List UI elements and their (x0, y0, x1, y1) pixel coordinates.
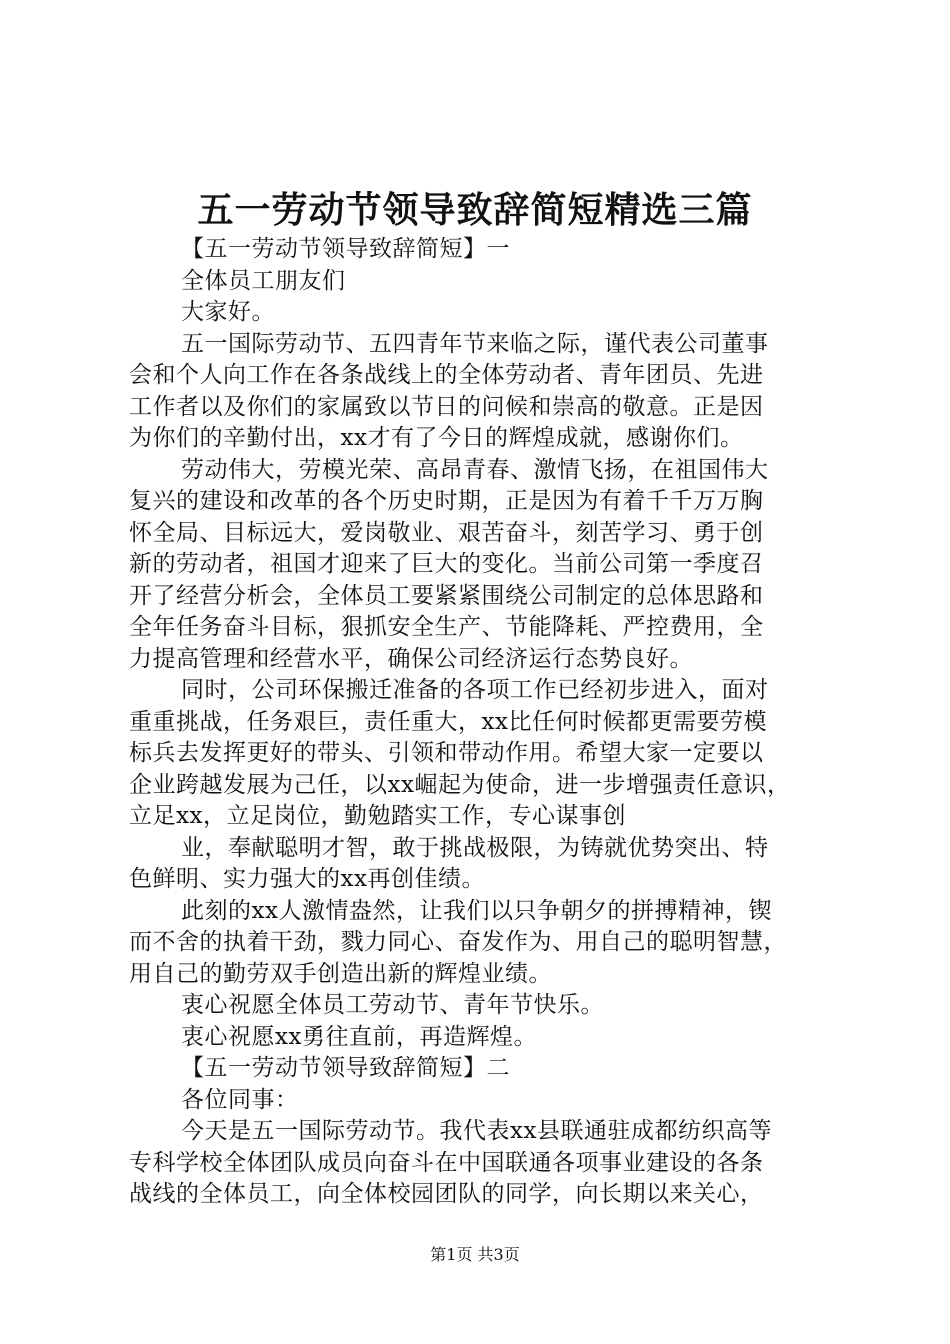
text-line: 怀全局、目标远大，爱岗敬业、艰苦奋斗，刻苦学习、勇于创 (129, 519, 764, 546)
text-line: 色鲜明、实力强大的xx再创佳绩。 (129, 866, 485, 892)
text-line: 标兵去发挥更好的带头、引领和带动作用。希望大家一定要以 (129, 740, 764, 766)
document-title: 五一劳动节领导致辞简短精选三篇 (197, 189, 753, 231)
text-line: 开了经营分析会，全体员工要紧紧围绕公司制定的总体思路和 (129, 582, 764, 609)
text-line: 全年任务奋斗目标，狠抓安全生产、节能降耗、严控费用，全 (129, 614, 764, 640)
text-line: 各位同事： (181, 1086, 299, 1113)
text-line: 工作者以及你们的家属致以节日的问候和崇高的敬意。正是因 (129, 393, 764, 420)
text-line: 五一国际劳动节、五四青年节来临之际，谨代表公司董事 (181, 330, 769, 357)
text-line: 【五一劳动节领导致辞简短】二 (181, 1055, 510, 1081)
document-body (129, 234, 829, 1211)
text-line: 为你们的辛勤付出，xx才有了今日的辉煌成就，感谢你们。 (129, 425, 744, 451)
text-line: 而不舍的执着干劲，戮力同心、奋发作为、用自己的聪明智慧， (129, 929, 787, 955)
text-line: 力提高管理和经营水平，确保公司经济运行态势良好。 (129, 645, 693, 672)
text-line: 同时，公司环保搬迁准备的各项工作已经初步进入，面对 (181, 677, 769, 703)
text-line: 专科学校全体团队成员向奋斗在中国联通各项事业建设的各条 (129, 1149, 764, 1176)
text-line: 新的劳动者，祖国才迎来了巨大的变化。当前公司第一季度召 (129, 551, 764, 577)
text-line: 大家好。 (181, 299, 275, 325)
text-line: 衷心祝愿xx勇往直前，再造辉煌。 (181, 1023, 537, 1050)
text-line: 用自己的勤劳双手创造出新的辉煌业绩。 (129, 960, 552, 987)
text-line: 劳动伟大，劳模光荣、高昂青春、激情飞扬，在祖国伟大 (181, 456, 769, 483)
text-line: 衷心祝愿全体员工劳动节、青年节快乐。 (181, 992, 604, 1018)
text-line: 今天是五一国际劳动节。我代表xx县联通驻成都纺织高等 (181, 1118, 772, 1144)
text-line: 全体员工朋友们 (181, 267, 346, 294)
text-line: 【五一劳动节领导致辞简短】一 (181, 236, 510, 262)
text-line: 重重挑战，任务艰巨，责任重大，xx比任何时候都更需要劳模 (129, 708, 767, 735)
text-line: 会和个人向工作在各条战线上的全体劳动者、青年团员、先进 (129, 362, 764, 388)
text-line: 战线的全体员工，向全体校园团队的同学，向长期以来关心， (129, 1181, 764, 1207)
text-line: 此刻的xx人激情盎然，让我们以只争朝夕的拼搏精神，锲 (181, 897, 772, 924)
text-line: 立足xx，立足岗位，勤勉踏实工作，专心谋事创 (129, 803, 626, 829)
text-line: 业，奉献聪明才智，敢于挑战极限，为铸就优势突出、特 (181, 834, 769, 861)
page-footer: 第1页 共3页 (430, 1245, 520, 1264)
text-line: 复兴的建设和改革的各个历史时期，正是因为有着千千万万胸 (129, 488, 764, 514)
text-line: 企业跨越发展为己任，以xx崛起为使命，进一步增强责任意识， (129, 771, 791, 798)
